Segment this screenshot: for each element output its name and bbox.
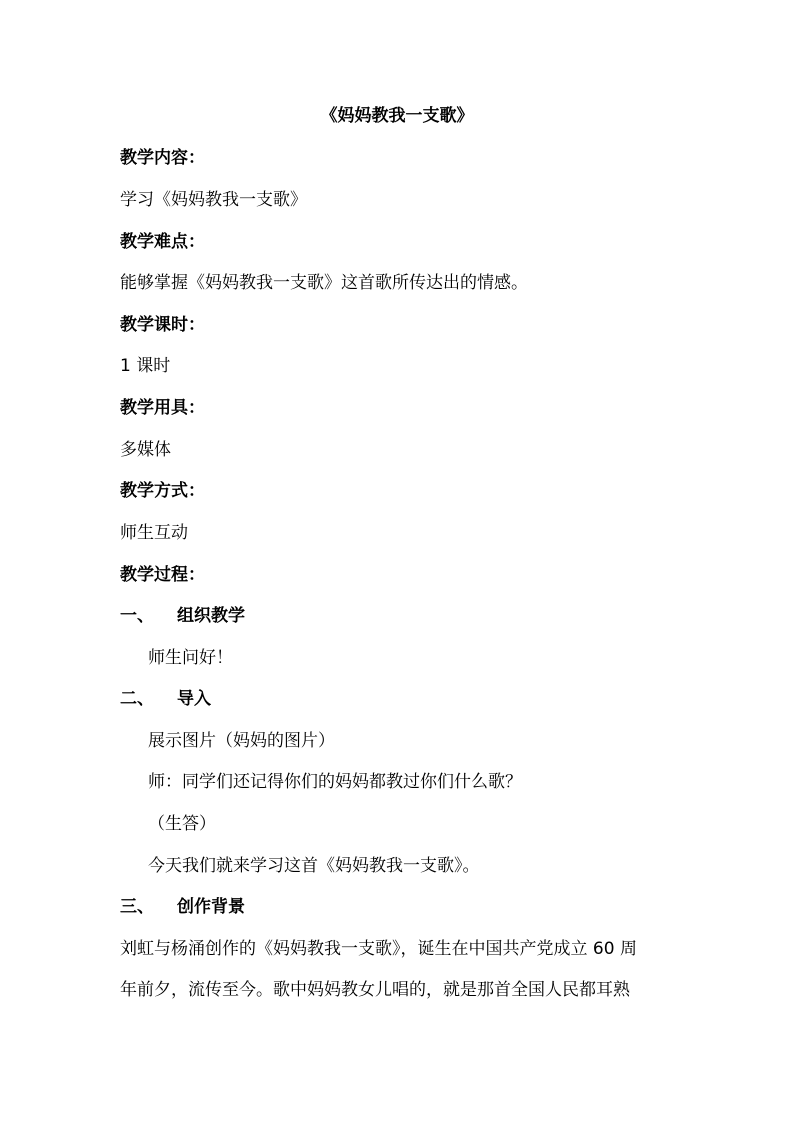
section-line: 师：同学们还记得你们的妈妈都教过你们什么歌？ (148, 772, 522, 792)
section-line: 师生问好！ (148, 648, 233, 668)
section-title: 创作背景 (177, 897, 245, 917)
section-title: 导入 (177, 689, 211, 709)
method-text: 师生互动 (120, 523, 188, 543)
section-title: 组织教学 (177, 606, 245, 626)
document-title: 《妈妈教我一支歌》 (320, 106, 474, 126)
difficulty-heading: 教学难点： (120, 232, 205, 252)
method-heading: 教学方式： (120, 481, 205, 501)
hours-heading: 教学课时： (120, 315, 205, 335)
section-line: 刘虹与杨涌创作的《妈妈教我一支歌》，诞生在中国共产党成立 60 周 (120, 939, 637, 959)
difficulty-text: 能够掌握《妈妈教我一支歌》这首歌所传达出的情感。 (120, 273, 528, 293)
hours-text: 1 课时 (120, 356, 171, 376)
section-number: 三、 (120, 897, 154, 917)
section-line: （生答） (148, 814, 216, 834)
tools-text: 多媒体 (120, 440, 171, 460)
section-line: 今天我们就来学习这首《妈妈教我一支歌》。 (148, 856, 480, 876)
tools-heading: 教学用具： (120, 398, 205, 418)
content-heading: 教学内容： (120, 148, 205, 168)
process-heading: 教学过程： (120, 565, 205, 585)
section-number: 二、 (120, 689, 154, 709)
section-line: 展示图片（妈妈的图片） (148, 731, 335, 751)
content-text: 学习《妈妈教我一支歌》 (120, 190, 307, 210)
section-line: 年前夕，流传至今。歌中妈妈教女儿唱的，就是那首全国人民都耳熟 (120, 980, 630, 1000)
section-number: 一、 (120, 606, 154, 626)
